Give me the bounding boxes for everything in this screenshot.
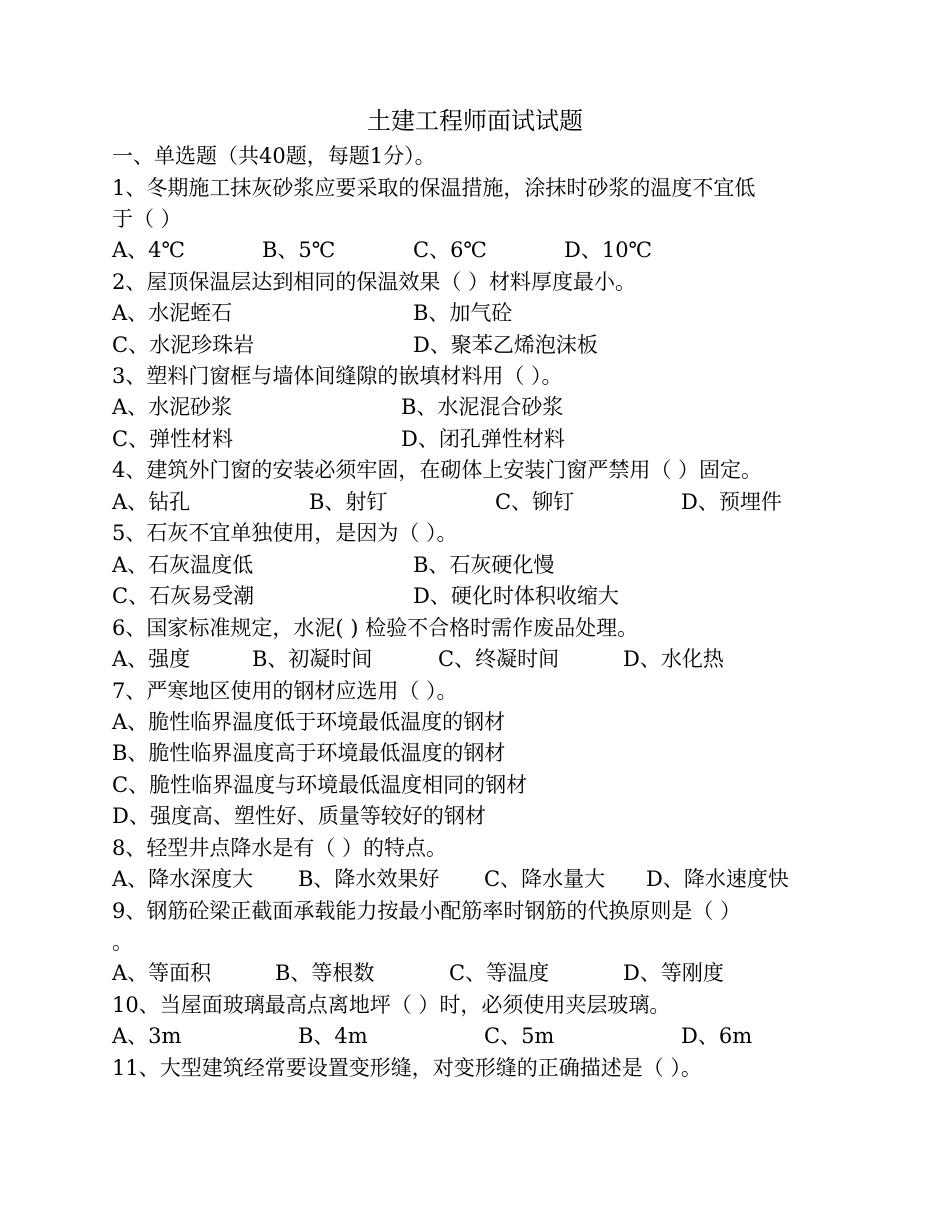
question-9-text-line2: 。	[112, 930, 133, 954]
question-1-option-c: C、6℃	[413, 238, 487, 262]
question-4-option-c: C、铆钉	[495, 490, 575, 514]
question-9-text-line1: 9、钢筋砼梁正截面承载能力按最小配筋率时钢筋的代换原则是（ ）	[112, 899, 742, 923]
question-3-option-a: A、水泥砂浆	[112, 395, 233, 419]
question-9-option-c: C、等温度	[449, 961, 550, 985]
question-8-text: 8、轻型井点降水是有（ ）的特点。	[112, 836, 448, 860]
question-7-option-d: D、强度高、塑性好、质量等较好的钢材	[112, 804, 486, 828]
question-3-option-d: D、闭孔弹性材料	[401, 427, 565, 451]
question-10-option-a: A、3m	[112, 1024, 182, 1048]
question-8-option-a: A、降水深度大	[112, 867, 254, 891]
question-7-option-b: B、脆性临界温度高于环境最低温度的钢材	[112, 741, 506, 765]
question-1-text-line1: 1、冬期施工抹灰砂浆应要采取的保温措施，涂抹时砂浆的温度不宜低	[112, 176, 756, 200]
question-11-text: 11、大型建筑经常要设置变形缝，对变形缝的正确描述是（ ）。	[112, 1056, 702, 1080]
question-8-option-d: D、降水速度快	[646, 867, 789, 891]
question-1-text-line2: 于（ ）	[112, 207, 182, 231]
question-10-text: 10、当屋面玻璃最高点离地坪（ ）时，必须使用夹层玻璃。	[112, 993, 671, 1017]
question-5-text: 5、石灰不宜单独使用，是因为（ ）。	[112, 521, 458, 545]
question-7-option-a: A、脆性临界温度低于环境最低温度的钢材	[112, 710, 506, 734]
question-9-option-b: B、等根数	[275, 961, 375, 985]
question-6-text: 6、国家标准规定，水泥( ) 检验不合格时需作废品处理。	[112, 616, 639, 640]
question-4-option-d: D、预埋件	[681, 490, 782, 514]
question-1-option-d: D、10℃	[564, 238, 653, 262]
question-5-option-a: A、石灰温度低	[112, 553, 254, 577]
question-7-option-c: C、脆性临界温度与环境最低温度相同的钢材	[112, 773, 528, 797]
question-5-option-d: D、硬化时体积收缩大	[413, 584, 619, 608]
question-2-option-a: A、水泥蛭石	[112, 301, 233, 325]
question-8-option-b: B、降水效果好	[298, 867, 440, 891]
section-heading: 一、单选题（共40题，每题1分）。	[112, 144, 436, 168]
question-6-option-a: A、强度	[112, 647, 191, 671]
question-2-option-d: D、聚苯乙烯泡沫板	[413, 333, 598, 357]
question-10-option-b: B、4m	[298, 1024, 368, 1048]
question-6-option-b: B、初凝时间	[252, 647, 373, 671]
question-4-option-b: B、射钉	[309, 490, 388, 514]
question-9-option-d: D、等刚度	[623, 961, 724, 985]
question-10-option-c: C、5m	[484, 1024, 555, 1048]
question-7-text: 7、严寒地区使用的钢材应选用（ ）。	[112, 679, 458, 703]
question-4-text: 4、建筑外门窗的安装必须牢固，在砌体上安装门窗严禁用（ ）固定。	[112, 458, 763, 482]
question-3-option-c: C、弹性材料	[112, 427, 234, 451]
question-2-option-b: B、加气砼	[413, 301, 513, 325]
question-3-option-b: B、水泥混合砂浆	[401, 395, 564, 419]
question-9-option-a: A、等面积	[112, 961, 212, 985]
question-10-option-d: D、6m	[681, 1024, 753, 1048]
question-6-option-c: C、终凝时间	[438, 647, 560, 671]
question-1-option-a: A、4℃	[112, 238, 186, 262]
question-1-option-b: B、5℃	[262, 238, 336, 262]
question-2-option-c: C、水泥珍珠岩	[112, 333, 255, 357]
question-5-option-c: C、石灰易受潮	[112, 584, 255, 608]
question-6-option-d: D、水化热	[623, 647, 724, 671]
question-5-option-b: B、石灰硬化慢	[413, 553, 555, 577]
question-4-option-a: A、钻孔	[112, 490, 191, 514]
question-8-option-c: C、降水量大	[484, 867, 606, 891]
question-2-text: 2、屋顶保温层达到相同的保温效果（ ）材料厚度最小。	[112, 270, 637, 294]
question-3-text: 3、塑料门窗框与墙体间缝隙的嵌填材料用（ ）。	[112, 364, 563, 388]
document-title: 土建工程师面试试题	[367, 107, 583, 135]
